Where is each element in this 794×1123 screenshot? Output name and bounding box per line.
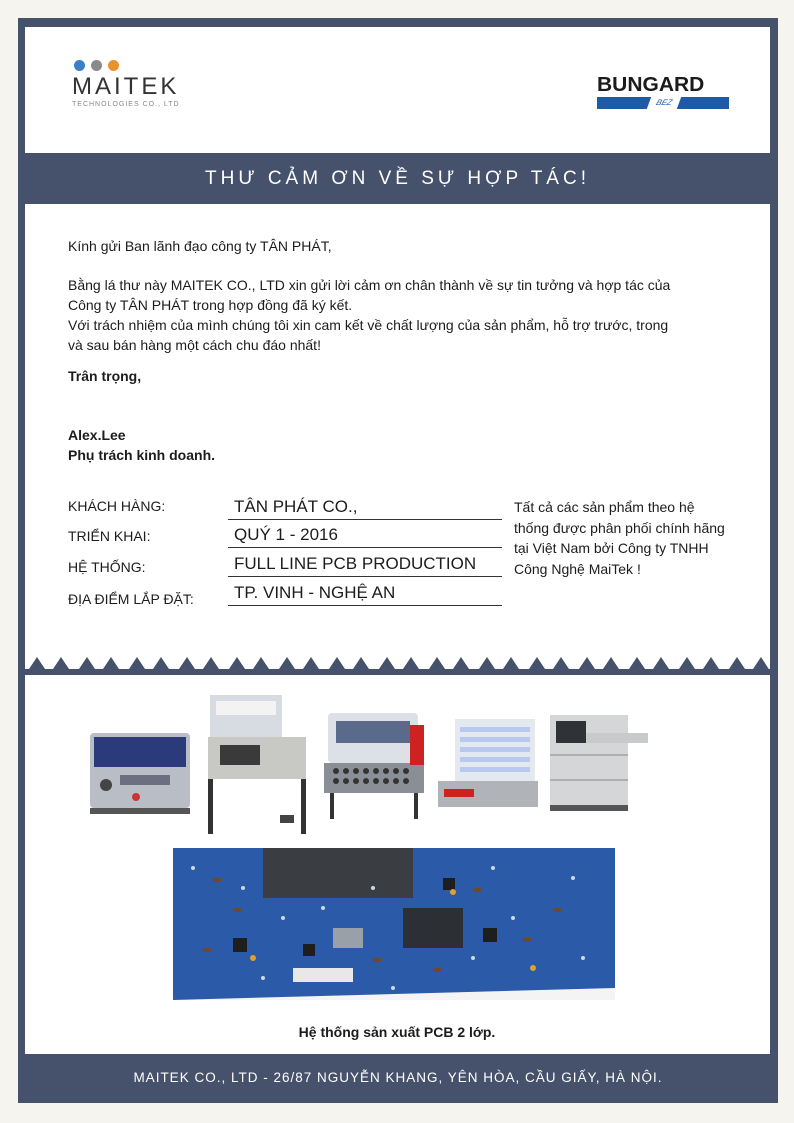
closing: Trân trọng,: [68, 368, 142, 384]
customer-label: KHÁCH HÀNG:: [68, 498, 166, 514]
paragraph-1-line-2: Công ty TÂN PHÁT trong hợp đồng đã ký kết.: [68, 297, 353, 313]
footer-address: MAITEK CO., LTD - 26/87 NGUYỄN KHANG, YÊN HÒA, CẦU GIẤY, HÀ NỘI.: [18, 1054, 778, 1102]
greeting: Kính gửi Ban lãnh đạo công ty TÂN PHÁT,: [68, 238, 332, 254]
maitek-logo-text: MAITEK: [72, 73, 180, 100]
grey-dot: [91, 60, 102, 71]
bungard-logo-subtext: BEZ: [647, 97, 681, 109]
machine-1: [90, 733, 190, 814]
zigzag-divider: [25, 655, 770, 675]
bungard-logo: [597, 74, 729, 110]
blue-dot: [74, 60, 85, 71]
system-value: FULL LINE PCB PRODUCTION: [228, 554, 502, 577]
machine-4: [438, 719, 538, 807]
pcb-image: [173, 848, 615, 1000]
signer-name: Alex.Lee: [68, 427, 126, 443]
customer-value: TÂN PHÁT CO.,: [228, 497, 502, 520]
paragraph-2-line-2: và sau bán hàng một cách chu đáo nhất!: [68, 337, 321, 353]
system-label: HỆ THỐNG:: [68, 559, 146, 575]
paragraph-1-line-1: Bằng lá thư này MAITEK CO., LTD xin gửi lời cảm ơn chân thành về sự tin tưởng và hợp tác của: [68, 277, 671, 293]
deployment-label: TRIỂN KHAI:: [68, 528, 151, 544]
machines-image: [80, 685, 648, 840]
orange-dot: [108, 60, 119, 71]
maitek-logo: [72, 60, 202, 120]
location-label: ĐỊA ĐIỂM LẮP ĐẶT:: [68, 591, 194, 607]
machine-3: [324, 713, 424, 819]
signer-title: Phụ trách kinh doanh.: [68, 447, 216, 463]
location-value: TP. VINH - NGHỆ AN: [228, 583, 502, 606]
deployment-value: QUÝ 1 - 2016: [228, 525, 502, 548]
letter-title: THƯ CẢM ƠN VỀ SỰ HỢP TÁC!: [25, 153, 770, 204]
machine-2: [208, 695, 306, 834]
distribution-note: Tất cả các sản phẩm theo hệ thống được phân phối chính hãng tại Việt Nam bởi Công ty TNHH Công Nghệ MaiTek !: [514, 499, 725, 577]
paragraph-2-line-1: Với trách nhiệm của mình chúng tôi xin cam kết về chất lượng của sản phẩm, hỗ trợ trước, trong: [68, 317, 669, 333]
bungard-logo-text: BUNGARD: [597, 74, 705, 96]
image-caption: Hệ thống sản xuất PCB 2 lớp.: [298, 1024, 496, 1040]
machine-5: [550, 715, 648, 811]
maitek-logo-subtext: TECHNOLOGIES CO., LTD: [72, 101, 180, 108]
logo-dots: [74, 60, 202, 71]
bungard-logo-bar: [597, 97, 729, 109]
